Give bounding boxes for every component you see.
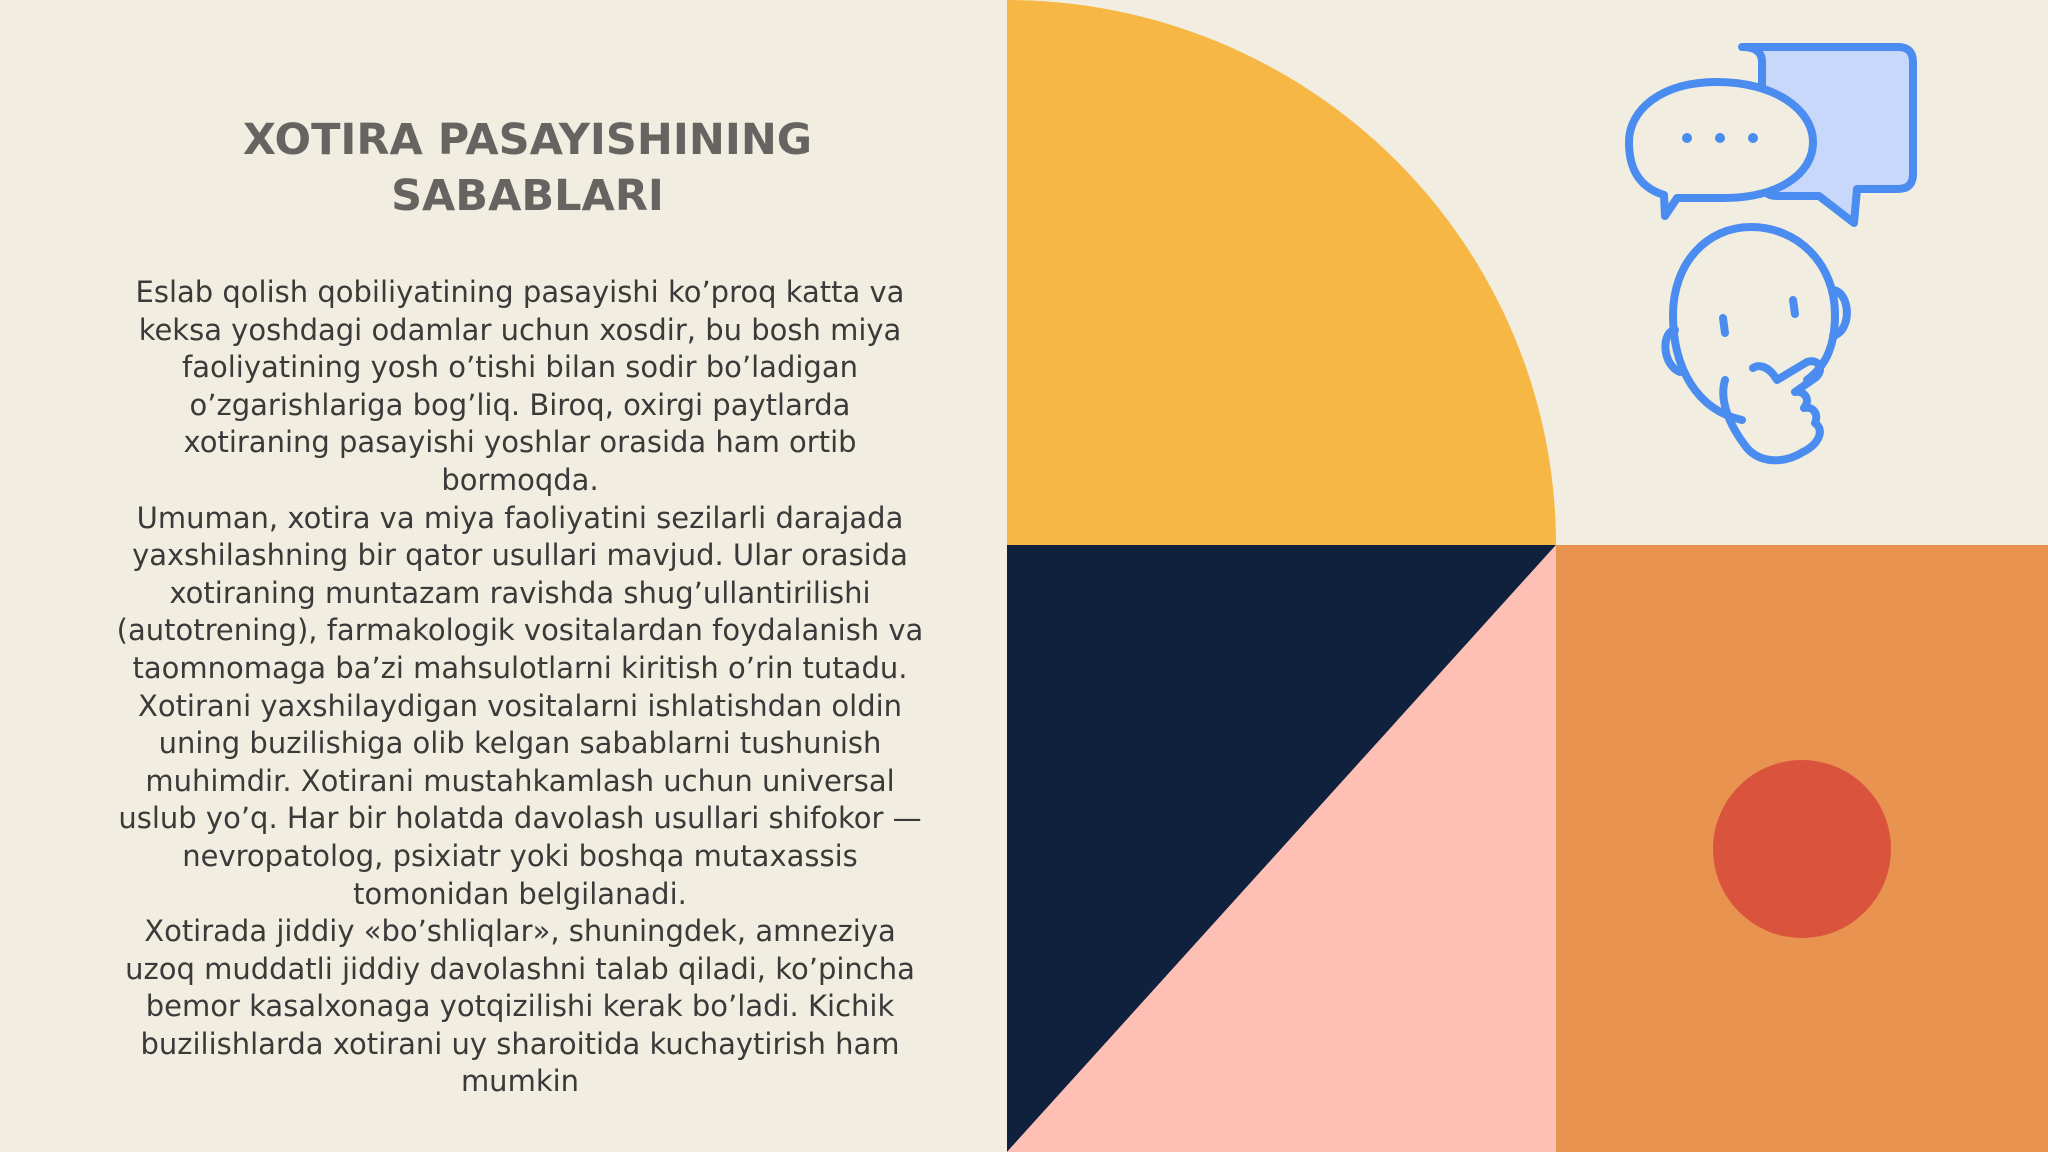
body-line: xotiraning pasayishi yoshlar orasida ham ortib	[183, 425, 857, 460]
body-line: uzoq muddatli jiddiy davolashni talab qiladi, ko’pincha	[125, 951, 915, 986]
body-line: muhimdir. Xotirani mustahkamlash uchun universal	[145, 763, 895, 798]
body-line: keksa yoshdagi odamlar uchun xosdir, bu bosh miya	[138, 312, 902, 347]
yellow-quarter-circle	[1007, 0, 1556, 545]
body-line: o’zgarishlariga bog’liq. Biroq, oxirgi paytlarda	[189, 387, 851, 422]
slide-title-line: XOTIRA PASAYISHINING	[242, 115, 813, 165]
body-line: nevropatolog, psixiatr yoki boshqa mutaxassis	[182, 838, 858, 873]
right-eye-icon	[1793, 300, 1795, 314]
body-line: bormoqda.	[441, 462, 599, 497]
body-line: faoliyatining yosh o’tishi bilan sodir bo’ladigan	[182, 350, 858, 385]
body-line: yaxshilashning bir qator usullari mavjud. Ular orasida	[132, 538, 908, 573]
hand-on-chin-icon	[1723, 361, 1820, 460]
body-line: uning buzilishiga olib kelgan sabablarni tushunish	[158, 726, 882, 761]
body-line: tomonidan belgilanadi.	[353, 876, 687, 911]
thinking-head-icon	[1673, 227, 1751, 420]
body-line: Eslab qolish qobiliyatining pasayishi ko’proq katta va	[135, 275, 905, 309]
decorative-artwork	[1007, 0, 2048, 1152]
body-line: uslub yo’q. Har bir holatda davolash usullari shifokor —	[118, 801, 922, 836]
red-dot	[1713, 760, 1891, 938]
body-line: taomnomaga ba’zi mahsulotlarni kiritish o’rin tutadu.	[132, 650, 908, 685]
slide-title	[140, 112, 915, 224]
slide-title-line: SABABLARI	[391, 171, 664, 221]
body-line: xotiraning muntazam ravishda shug’ullantirilishi	[169, 575, 871, 610]
thinking-person-speech-bubbles-icon	[1629, 47, 1913, 460]
left-eye-icon	[1723, 318, 1725, 333]
body-line: Xotirani yaxshilaydigan vositalarni ishlatishdan oldin	[137, 688, 903, 723]
artwork-svg	[1007, 0, 2048, 1152]
text-panel	[0, 0, 1007, 1152]
body-line: (autotrening), farmakologik vositalardan foydalanish va	[116, 613, 924, 648]
body-line: Umuman, xotira va miya faoliyatini sezilarli darajada	[136, 500, 904, 535]
body-line: buzilishlarda xotirani uy sharoitida kuchaytirish ham	[140, 1026, 900, 1061]
body-line: Xotirada jiddiy «bo’shliqlar», shuningdek, amneziya	[144, 914, 896, 949]
body-text	[100, 274, 940, 1101]
body-line: mumkin	[460, 1064, 580, 1099]
body-line: bemor kasalxonaga yotqizilishi kerak bo’ladi. Kichik	[145, 989, 895, 1024]
